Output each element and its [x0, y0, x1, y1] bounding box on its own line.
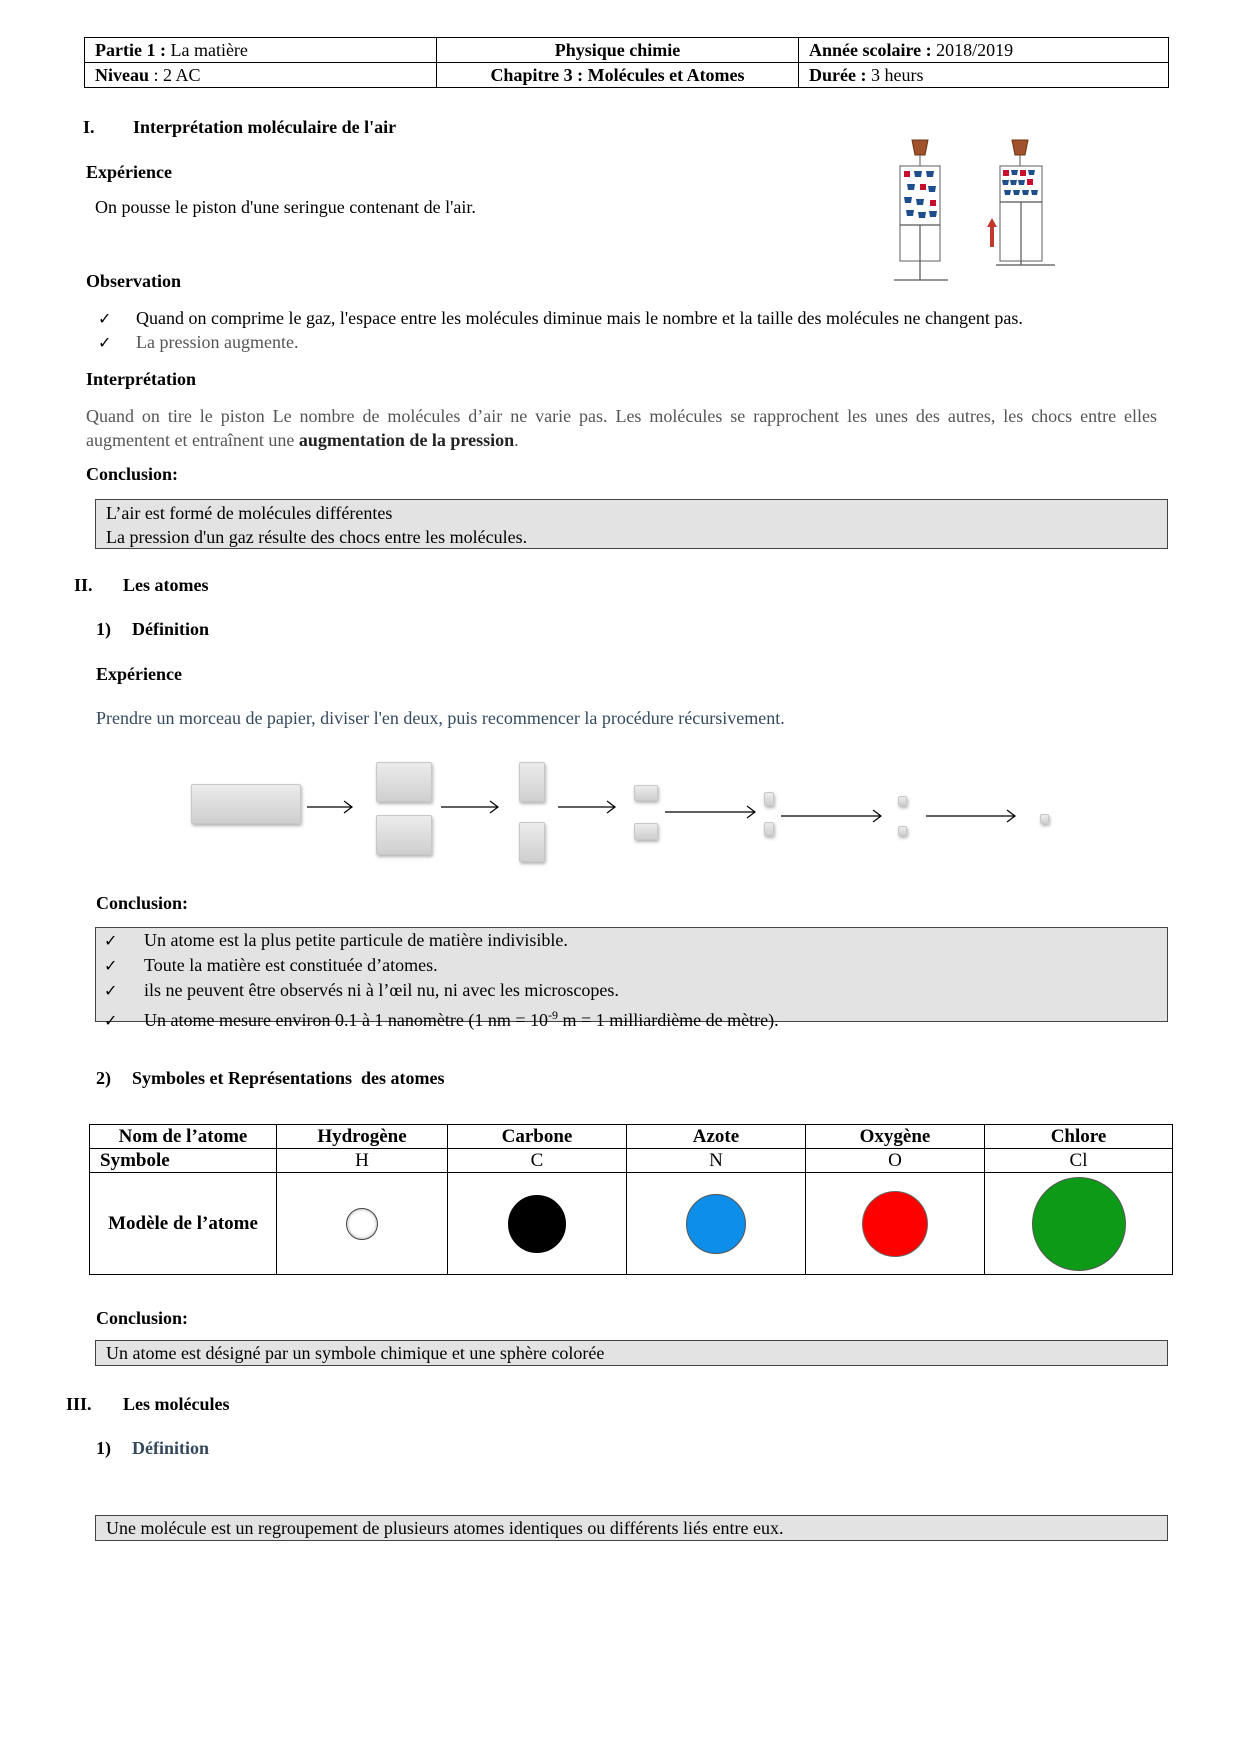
- conclusion-box: [95, 1340, 1168, 1366]
- year-cell: Année scolaire : 2018/2019: [799, 38, 1169, 63]
- observation-item: ✓ La pression augmente.: [98, 332, 299, 352]
- paper-piece: [191, 784, 301, 824]
- atom-symbol: H: [277, 1149, 448, 1173]
- subsection-number: 1): [96, 1438, 111, 1458]
- section1-title: Interprétation moléculaire de l'air: [133, 117, 397, 137]
- atom-model-cell: [627, 1173, 806, 1275]
- arrow-right-icon: [307, 801, 352, 813]
- row-label: Nom de l’atome: [90, 1125, 277, 1149]
- atom-symbol: O: [806, 1149, 985, 1173]
- conclusion-item: ✓ ils ne peuvent être observés ni à l’œil nu, ni avec les microscopes.: [104, 980, 619, 1000]
- experience-text: On pousse le piston d'une seringue contenant de l'air.: [95, 197, 476, 217]
- section2-number: II.: [74, 575, 93, 595]
- definition-box: [95, 1515, 1168, 1541]
- atom-symbol: C: [448, 1149, 627, 1173]
- section3-number: III.: [66, 1394, 92, 1414]
- subsection-number: 1): [96, 619, 111, 639]
- row-label: Symbole: [90, 1149, 277, 1173]
- conclusion-heading: Conclusion:: [86, 464, 179, 484]
- atom-model-cell: [985, 1173, 1173, 1275]
- atom-name: Carbone: [448, 1125, 627, 1149]
- arrow-right-icon: [781, 810, 881, 822]
- atom-model-cell: [448, 1173, 627, 1275]
- subject-cell: Physique chimie: [437, 38, 799, 63]
- interpretation-text: Quand on tire le piston Le nombre de molécules d’air ne varie pas. Les molécules se rapprochent les unes des autres, les chocs entre elles augmentent et entraînent une augmentation de la pression.: [86, 406, 1157, 450]
- experience-heading: Expérience: [96, 664, 182, 684]
- conclusion-line: La pression d'un gaz résulte des chocs entre les molécules.: [106, 527, 528, 547]
- hydrogen-sphere: [346, 1208, 378, 1240]
- push-arrow-icon: [987, 218, 997, 247]
- division-arrows: [300, 790, 1020, 830]
- atom-symbol: Cl: [985, 1149, 1173, 1173]
- conclusion-line: Un atome est désigné par un symbole chimique et une sphère colorée: [106, 1343, 605, 1363]
- section3-title: Les molécules: [123, 1394, 230, 1414]
- atom-name: Chlore: [985, 1125, 1173, 1149]
- syringe-illustration: [880, 130, 1070, 290]
- syringe-after: [996, 140, 1055, 265]
- atom-symbol: N: [627, 1149, 806, 1173]
- arrow-right-icon: [558, 801, 615, 813]
- conclusion-item: ✓ Un atome est la plus petite particule de matière indivisible.: [104, 930, 568, 950]
- arrow-right-icon: [926, 810, 1015, 822]
- atom-model-cell: [277, 1173, 448, 1275]
- conclusion-item: ✓ Toute la matière est constituée d’atomes.: [104, 955, 438, 975]
- conclusion-heading: Conclusion:: [96, 893, 189, 913]
- section2-title: Les atomes: [123, 575, 209, 595]
- subsection-title: Définition: [132, 1438, 210, 1458]
- conclusion-box: [95, 927, 1168, 1030]
- atom-name: Oxygène: [806, 1125, 985, 1149]
- subsection-title: Définition: [132, 619, 210, 639]
- syringe-before: [894, 140, 948, 280]
- chlorine-sphere: [1032, 1177, 1126, 1271]
- chapter-cell: Chapitre 3 : Molécules et Atomes: [437, 63, 799, 88]
- duree-cell: Durée : 3 heurs: [799, 63, 1169, 88]
- atom-name: Hydrogène: [277, 1125, 448, 1149]
- row-label: Modèle de l’atome: [90, 1173, 277, 1275]
- conclusion-item: ✓ Un atome mesure environ 0.1 à 1 nanomètre (1 nm = $10^{-9}$ m = 1 milliardième de mètre).: [104, 1008, 779, 1030]
- conclusion-line: L’air est formé de molécules différentes: [106, 503, 393, 523]
- carbon-sphere: [508, 1195, 566, 1253]
- observation-heading: Observation: [86, 271, 182, 291]
- experience-text: Prendre un morceau de papier, diviser l'en deux, puis recommencer la procédure récursivement.: [96, 708, 785, 728]
- header-table: [84, 37, 1169, 88]
- subsection-title: Symboles et Représentations des atomes: [132, 1068, 445, 1088]
- atoms-table: [89, 1124, 1173, 1275]
- definition-line: Une molécule est un regroupement de plusieurs atomes identiques ou différents liés entre eux.: [106, 1518, 784, 1538]
- nitrogen-sphere: [686, 1194, 746, 1254]
- experience-heading: Expérience: [86, 162, 172, 182]
- atom-model-cell: [806, 1173, 985, 1275]
- partie-cell: Partie 1 : La matière: [85, 38, 437, 63]
- arrow-right-icon: [665, 806, 755, 818]
- arrow-right-icon: [441, 801, 498, 813]
- interpretation-heading: Interprétation: [86, 369, 196, 389]
- conclusion-heading: Conclusion:: [96, 1308, 189, 1328]
- section1-number: I.: [83, 117, 95, 137]
- atom-name: Azote: [627, 1125, 806, 1149]
- paper-piece: [1040, 814, 1049, 824]
- subsection-number: 2): [96, 1068, 111, 1088]
- conclusion-box: [95, 499, 1168, 549]
- niveau-cell: Niveau : 2 AC: [85, 63, 437, 88]
- oxygen-sphere: [862, 1191, 928, 1257]
- observation-item: ✓ Quand on comprime le gaz, l'espace entre les molécules diminue mais le nombre et la taille des molécules ne changent pas.: [98, 308, 1023, 328]
